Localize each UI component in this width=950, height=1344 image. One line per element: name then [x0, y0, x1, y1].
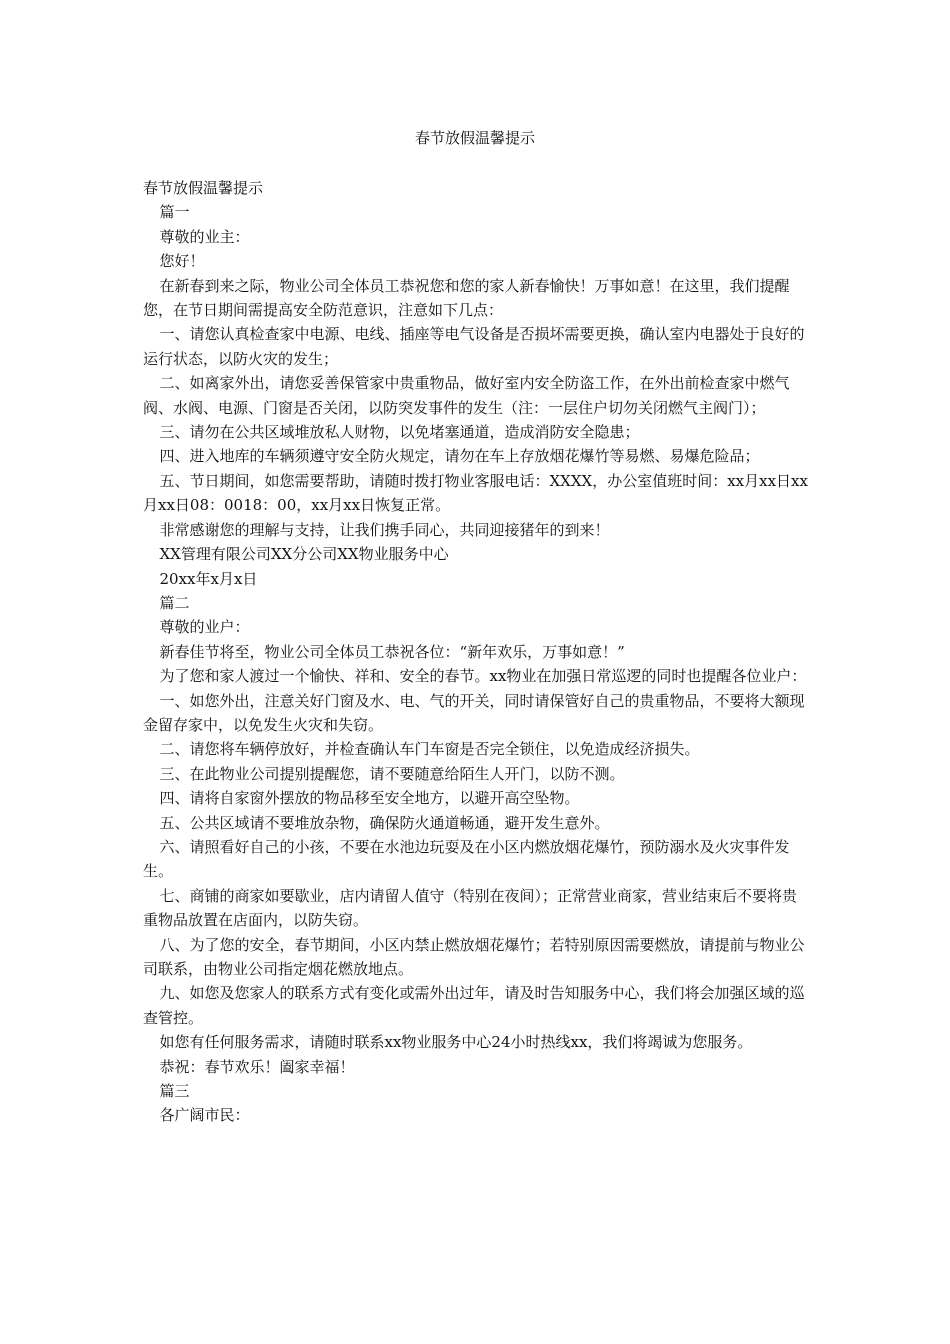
date: 20xx年x月x日 — [159, 569, 258, 588]
document-heading: 春节放假温馨提示 — [143, 179, 264, 197]
paragraph: 为了您和家人渡过一个愉快、祥和、安全的春节。xx物业在加强日常巡逻的同时也提醒各位业户： — [159, 667, 807, 686]
list-item: 四、进入地库的车辆须遵守安全防火规定，请勿在车上存放烟花爆竹等易燃、易爆危险品； — [159, 447, 760, 466]
signature: XX管理有限公司XX分公司XX物业服务中心 — [159, 545, 449, 564]
list-item: 五、节日期间，如您需要帮助，请随时拨打物业客服电话：XXXX，办公室值班时间：xx月xx日xx月xx日08：0018：00，xx月xx日恢复正常。 — [143, 471, 808, 515]
section-label: 篇三 — [159, 1082, 190, 1101]
list-item: 一、请您认真检查家中电源、电线、插座等电气设备是否损坏需要更换，确认室内电器处于良好的运行状态，以防火灾的发生； — [143, 325, 805, 368]
section-label: 篇一 — [159, 203, 190, 222]
salutation: 各广阔市民： — [159, 1106, 250, 1125]
list-item: 五、公共区域请不要堆放杂物，确保防火通道畅通，避开发生意外。 — [159, 813, 610, 832]
salutation: 尊敬的业主： — [159, 227, 250, 246]
document-body — [143, 176, 808, 1128]
greeting: 您好！ — [159, 252, 205, 271]
list-item: 八、为了您的安全，春节期间，小区内禁止燃放烟花爆竹；若特别原因需要燃放，请提前与物业公司联系，由物业公司指定烟花燃放地点。 — [143, 935, 805, 978]
closing-wishes: 恭祝：春节欢乐！阖家幸福！ — [159, 1057, 355, 1076]
page-title: 春节放假温馨提示 — [414, 129, 535, 147]
list-item: 四、请将自家窗外摆放的物品移至安全地方，以避开高空坠物。 — [159, 789, 580, 808]
list-item: 三、请勿在公共区域堆放私人财物，以免堵塞通道，造成消防安全隐患； — [159, 423, 640, 442]
paragraph: 在新春到来之际，物业公司全体员工恭祝您和您的家人新春愉快！万事如意！在这里，我们提醒您，在节日期间需提高安全防范意识，注意如下几点： — [143, 276, 790, 320]
salutation: 尊敬的业户： — [159, 618, 250, 637]
paragraph: 非常感谢您的理解与支持，让我们携手同心，共同迎接猪年的到来！ — [159, 520, 610, 539]
paragraph: 如您有任何服务需求，请随时联系xx物业服务中心24小时热线xx，我们将竭诚为您服务。 — [159, 1033, 753, 1052]
list-item: 二、如离家外出，请您妥善保管家中贵重物品，做好室内安全防盗工作，在外出前检查家中燃气阀、水阀、电源、门窗是否关闭，以防突发事件的发生（注：一层住户切勿关闭燃气主阀门）； — [143, 374, 790, 417]
list-item: 三、在此物业公司提别提醒您，请不要随意给陌生人开门，以防不测。 — [159, 764, 625, 783]
paragraph: 新春佳节将至，物业公司全体员工恭祝各位：“新年欢乐，万事如意！” — [159, 642, 625, 661]
list-item: 一、如您外出，注意关好门窗及水、电、气的开关，同时请保管好自己的贵重物品，不要将大额现金留存家中，以免发生火灾和失窃。 — [143, 691, 805, 734]
section-label: 篇二 — [159, 593, 190, 612]
list-item: 二、请您将车辆停放好，并检查确认车门车窗是否完全锁住，以免造成经济损失。 — [159, 740, 700, 759]
list-item: 九、如您及您家人的联系方式有变化或需外出过年，请及时告知服务中心，我们将会加强区域的巡查管控。 — [143, 984, 805, 1027]
list-item: 六、请照看好自己的小孩，不要在水池边玩耍及在小区内燃放烟花爆竹，预防溺水及火灾事件发生。 — [143, 837, 790, 881]
list-item: 七、商铺的商家如要歇业，店内请留人值守（特别在夜间）；正常营业商家，营业结束后不要将贵重物品放置在店面内，以防失窃。 — [143, 886, 798, 930]
